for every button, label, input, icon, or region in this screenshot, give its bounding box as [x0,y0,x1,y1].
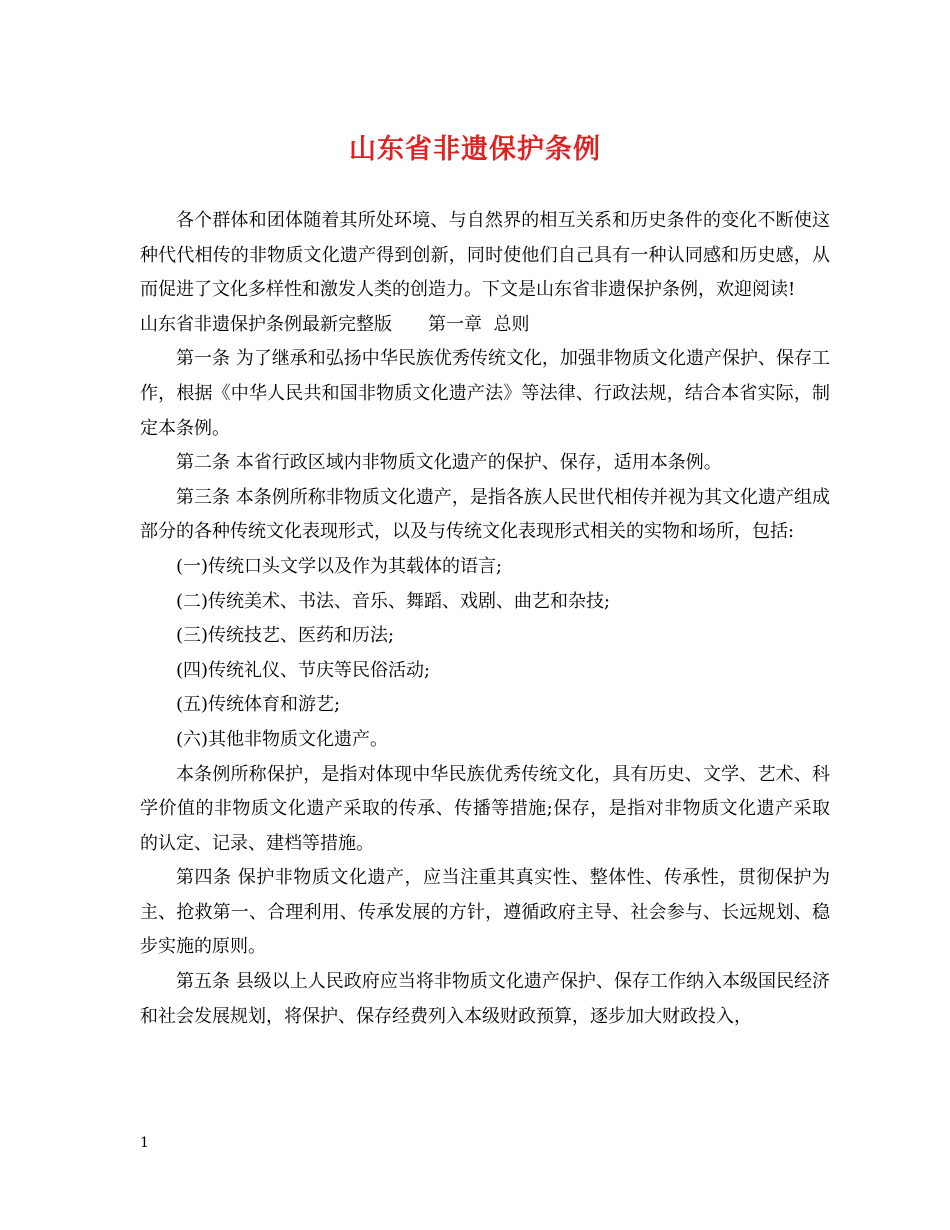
intro-paragraph: 各个群体和团体随着其所处环境、与自然界的相互关系和历史条件的变化不断使这种代代相传的非物质文化遗产得到创新，同时使他们自己具有一种认同感和历史感，从而促进了文化多样性和激发人类的创造力。下文是山东省非遗保护条例，欢迎阅读! [140,210,830,301]
document-title: 山东省非遗保护条例 [349,134,601,165]
article-5: 第五条 县级以上人民政府应当将非物质文化遗产保护、保存工作纳入本级国民经济和社会发展规划，将保护、保存经费列入本级财政预算，逐步加大财政投入， [140,971,830,1027]
list-item: (六)其他非物质文化遗产。 [176,728,389,750]
list-item: (二)传统美术、书法、音乐、舞蹈、戏剧、曲艺和杂技; [176,590,611,612]
list-item: (四)传统礼仪、节庆等民俗活动; [176,659,431,681]
article-3-definitions: 本条例所称保护，是指对体现中华民族优秀传统文化，具有历史、文学、艺术、科学价值的非物质文化遗产采取的传承、传播等措施;保存，是指对非物质文化遗产采取的认定、记录、建档等措施。 [140,763,830,854]
article-1: 第一条 为了继承和弘扬中华民族优秀传统文化，加强非物质文化遗产保护、保存工作，根据《中华人民共和国非物质文化遗产法》等法律、行政法规，结合本省实际，制定本条例。 [140,348,830,439]
document-body [140,204,830,1034]
list-item: (五)传统体育和游艺; [176,694,341,716]
list-item: (一)传统口头文学以及作为其载体的语言; [176,555,503,577]
page-number: 1 [140,1135,149,1151]
chapter-heading: 山东省非遗保护条例最新完整版 第一章 总则 [140,313,530,335]
list-item: (三)传统技艺、医药和历法; [176,625,395,647]
article-4: 第四条 保护非物质文化遗产，应当注重其真实性、整体性、传承性，贯彻保护为主、抢救第一、合理利用、传承发展的方针，遵循政府主导、社会参与、长远规划、稳步实施的原则。 [140,867,830,958]
article-2: 第二条 本省行政区域内非物质文化遗产的保护、保存，适用本条例。 [176,452,722,474]
article-3: 第三条 本条例所称非物质文化遗产，是指各族人民世代相传并视为其文化遗产组成部分的各种传统文化表现形式，以及与传统文化表现形式相关的实物和场所，包括: [140,486,830,543]
